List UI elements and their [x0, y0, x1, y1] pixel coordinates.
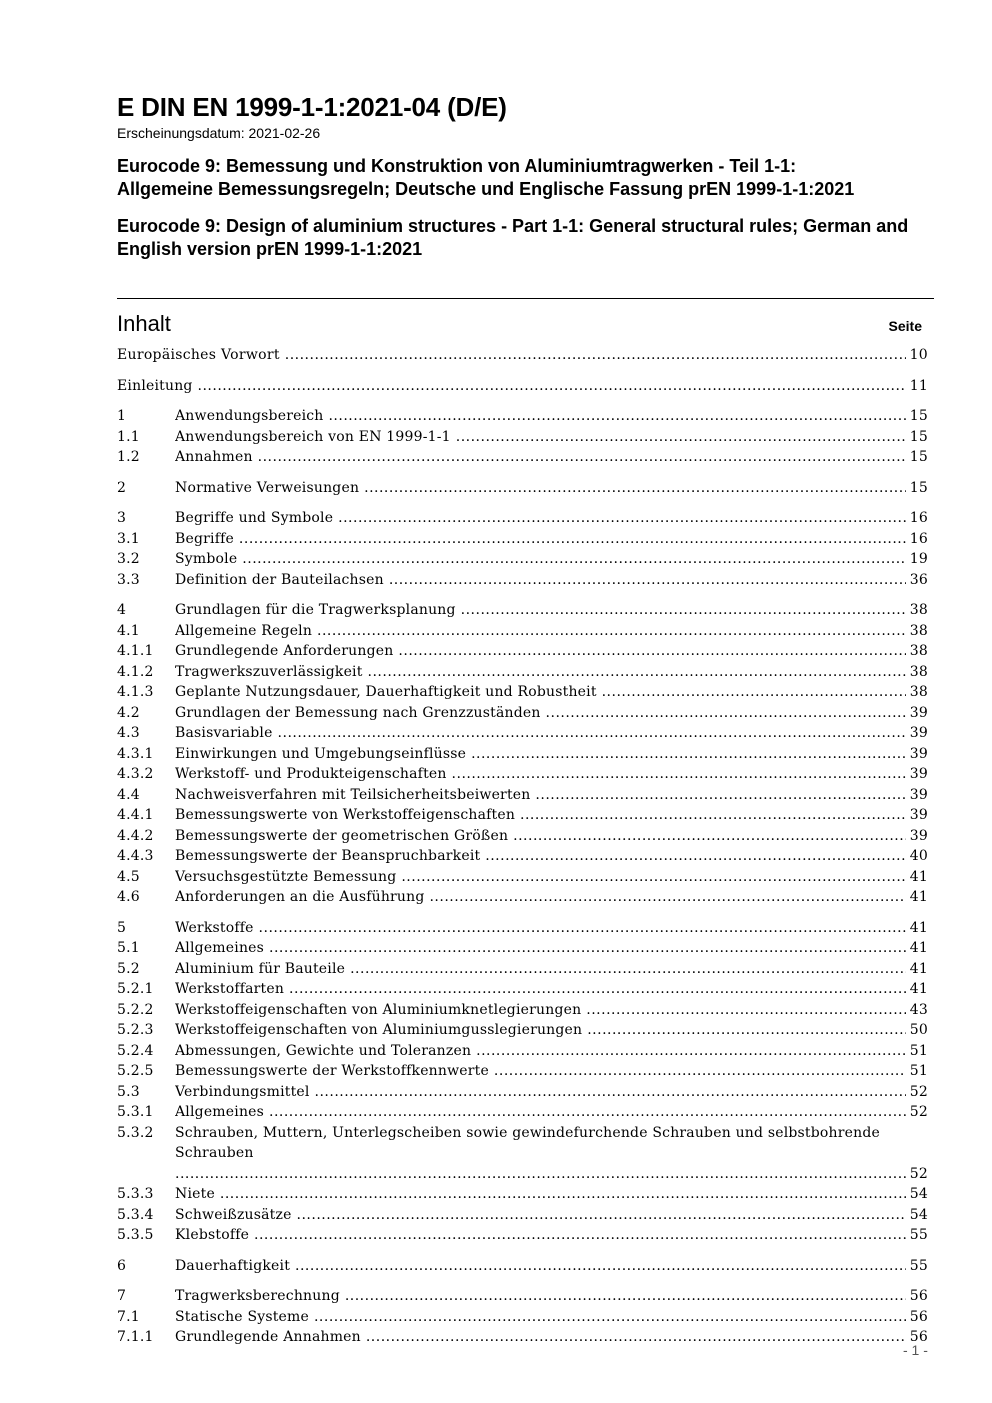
toc-group: [117, 918, 928, 1246]
toc-entry-number: 4: [117, 602, 127, 618]
toc-entry-number: 4.3.1: [117, 745, 154, 762]
toc-entry-title: Werkstoffe .....: [175, 920, 906, 936]
toc-entry-page: 39: [908, 805, 928, 826]
toc-entry-page: 52: [908, 1102, 928, 1123]
toc-entry-page: 39: [908, 826, 928, 847]
toc-entry[interactable]: [117, 1307, 928, 1328]
toc-entry-page: 39: [908, 744, 928, 765]
toc-entry-page: 15: [908, 447, 928, 468]
toc-entry-title: Grundlegende Anforderungen .....: [175, 643, 906, 659]
toc-entry[interactable]: [117, 682, 928, 703]
toc-entry[interactable]: [117, 1041, 928, 1062]
toc-entry-page: 38: [908, 641, 928, 662]
toc-entry-number: 4.4.3: [117, 848, 154, 864]
toc-entry-title: Statische Systeme .....: [175, 1309, 906, 1325]
toc-entry-page: 39: [908, 703, 928, 724]
toc-entry-number: 7.1.1: [117, 1329, 154, 1345]
toc-entry[interactable]: [117, 805, 928, 826]
toc-entry-title: Symbole .....: [175, 551, 906, 567]
toc-group: [117, 376, 928, 397]
toc-entry[interactable]: [117, 1102, 928, 1123]
toc-entry-page: 39: [908, 723, 928, 744]
toc-entry-title: Nachweisverfahren mit Teilsicherheitsbeiwerten .....: [175, 787, 906, 803]
toc-entry-title: Einwirkungen und Umgebungseinflüsse .....: [175, 746, 906, 762]
toc-entry[interactable]: [117, 376, 928, 397]
toc-entry[interactable]: [117, 846, 928, 867]
toc-entry[interactable]: [117, 478, 928, 499]
toc-entry[interactable]: [117, 662, 928, 683]
toc-entry-title: Allgemeines .....: [175, 1104, 906, 1120]
toc-entry-title: Bemessungswerte von Werkstoffeigenschaften .....: [175, 807, 906, 823]
toc-entry-number: 4.1.3: [117, 684, 154, 700]
toc-entry-title: Grundlagen für die Tragwerksplanung .....: [175, 602, 906, 618]
toc-entry-title: Werkstoffarten .....: [175, 981, 906, 997]
toc-entry-title: Definition der Bauteilachsen .....: [175, 572, 906, 588]
toc-entry-page: 38: [908, 600, 928, 621]
toc-entry-number: 6: [117, 1257, 127, 1274]
toc-entry-title: Werkstoffeigenschaften von Aluminiumknetlegierungen .....: [175, 1002, 906, 1018]
toc-entry[interactable]: [117, 1256, 928, 1277]
toc-entry[interactable]: [117, 427, 928, 448]
toc-entry[interactable]: [117, 867, 928, 888]
toc-entry-title: Dauerhaftigkeit .....: [175, 1258, 906, 1274]
toc-entry[interactable]: [117, 938, 928, 959]
toc-entry[interactable]: [117, 447, 928, 468]
toc-entry[interactable]: [117, 1286, 928, 1307]
toc-entry-title: Versuchsgestützte Bemessung .....: [175, 869, 906, 885]
toc-entry[interactable]: [117, 600, 928, 621]
toc-entry[interactable]: [117, 641, 928, 662]
toc-entry-page: 36: [908, 570, 928, 591]
toc-entry-page: 56: [908, 1286, 928, 1307]
toc-group: [117, 345, 928, 366]
toc-group: [117, 1256, 928, 1277]
toc-entry-number: 4.5: [117, 868, 140, 885]
publication-date: Erscheinungsdatum: 2021-02-26: [117, 125, 321, 141]
toc-entry-number: 4.4.1: [117, 807, 154, 823]
toc-entry-title: Tragwerksberechnung .....: [175, 1288, 906, 1304]
title-german: Eurocode 9: Bemessung und Konstruktion von Aluminiumtragwerken - Teil 1-1: Allgemeine Bemessungsregeln; Deutsche und Englische Fassung prEN 1999-1-1:2021: [117, 156, 855, 199]
toc-entry-number: 3.1: [117, 530, 140, 547]
toc-entry-title: Begriffe und Symbole .....: [175, 510, 906, 526]
toc-entry-number: 5.3.1: [117, 1104, 154, 1120]
toc-entry-title: Niete .....: [175, 1186, 906, 1202]
table-of-contents: [117, 345, 928, 1358]
toc-entry[interactable]: [117, 1123, 928, 1185]
toc-entry[interactable]: [117, 1184, 928, 1205]
toc-entry-title: Normative Verweisungen .....: [175, 480, 906, 496]
toc-entry-number: 5.2.3: [117, 1022, 154, 1038]
toc-entry-number: 5.2.1: [117, 981, 154, 997]
toc-entry-title: Anforderungen an die Ausführung .....: [175, 889, 906, 905]
toc-entry-page: 15: [908, 406, 928, 427]
toc-entry-number: 5.3.5: [117, 1227, 154, 1243]
toc-entry[interactable]: [117, 1327, 928, 1348]
toc-entry[interactable]: [117, 1000, 928, 1021]
toc-entry-number: 4.4.2: [117, 827, 154, 844]
toc-entry-title: Basisvariable .....: [175, 725, 906, 741]
toc-entry-page: 19: [908, 549, 928, 570]
toc-entry-number: 5.2.2: [117, 1001, 154, 1018]
toc-entry[interactable]: [117, 764, 928, 785]
toc-group: [117, 406, 928, 468]
toc-entry-number: 7: [117, 1288, 127, 1304]
toc-entry-number: 2: [117, 479, 127, 496]
toc-entry-title: Werkstoffeigenschaften von Aluminiumgusslegierungen .....: [175, 1022, 906, 1038]
toc-entry-number: 1.2: [117, 449, 140, 465]
toc-entry-number: 4.2: [117, 704, 140, 721]
toc-entry-page: 56: [908, 1307, 928, 1328]
toc-entry-number: 5.3.3: [117, 1186, 154, 1202]
toc-entry[interactable]: [117, 508, 928, 529]
toc-entry[interactable]: [117, 744, 928, 765]
toc-entry-number: 4.4: [117, 786, 140, 803]
toc-entry-title: Anwendungsbereich .....: [175, 408, 906, 424]
toc-entry-number: 3: [117, 510, 127, 526]
toc-entry-title: Verbindungsmittel .....: [175, 1084, 906, 1100]
toc-header: [117, 310, 927, 340]
toc-entry-title: Geplante Nutzungsdauer, Dauerhaftigkeit und Robustheit .....: [175, 684, 906, 700]
toc-entry-title: Annahmen .....: [175, 449, 906, 465]
toc-entry-page: 43: [908, 1000, 928, 1021]
toc-entry-number: 4.1: [117, 622, 140, 639]
toc-entry[interactable]: [117, 918, 928, 939]
toc-entry-title: Schweißzusätze .....: [175, 1207, 906, 1223]
toc-entry-page: 39: [908, 785, 928, 806]
toc-entry[interactable]: [117, 703, 928, 724]
toc-entry-title: Einleitung .....: [117, 378, 906, 394]
toc-entry-number: 5.1: [117, 940, 140, 956]
toc-group: [117, 600, 928, 908]
toc-entry-title: Europäisches Vorwort .....: [117, 347, 906, 363]
toc-entry-title: Bemessungswerte der geometrischen Größen .....: [175, 828, 906, 844]
toc-entry-number: 5.2: [117, 960, 140, 977]
toc-entry[interactable]: [117, 406, 928, 427]
toc-entry-number: 1.1: [117, 428, 140, 445]
toc-entry-number: 3.2: [117, 551, 140, 567]
toc-entry[interactable]: [117, 723, 928, 744]
toc-entry[interactable]: [117, 1061, 928, 1082]
toc-entry-page: 38: [908, 662, 928, 683]
toc-entry-title: Grundlegende Annahmen .....: [175, 1329, 906, 1345]
toc-entry-title: Grundlagen der Bemessung nach Grenzzuständen .....: [175, 705, 906, 721]
toc-entry-page: 41: [908, 959, 928, 980]
toc-entry-page: 55: [908, 1256, 928, 1277]
toc-entry-page: 16: [908, 529, 928, 550]
toc-entry-number: 5.3.2: [117, 1124, 154, 1141]
toc-group: [117, 508, 928, 590]
toc-entry-title: Bemessungswerte der Werkstoffkennwerte .....: [175, 1063, 906, 1079]
toc-entry-number: 4.3.2: [117, 766, 154, 782]
toc-entry-page: 56: [908, 1327, 928, 1348]
toc-entry-number: 5.3: [117, 1083, 140, 1100]
toc-entry[interactable]: [117, 785, 928, 806]
toc-heading: Inhalt: [117, 311, 171, 336]
toc-entry-number: 4.6: [117, 889, 140, 905]
toc-entry-page: 11: [908, 376, 928, 397]
toc-entry[interactable]: [117, 1205, 928, 1226]
toc-entry-number: 5.2.5: [117, 1063, 154, 1079]
toc-entry-title: Begriffe .....: [175, 531, 906, 547]
toc-entry-number: 5.2.4: [117, 1042, 154, 1059]
toc-entry-page: 41: [908, 979, 928, 1000]
toc-entry[interactable]: [117, 345, 928, 366]
toc-entry-number: 3.3: [117, 571, 140, 588]
toc-entry-page: 15: [908, 427, 928, 448]
toc-entry-number: 4.1.1: [117, 643, 154, 659]
toc-entry-page: 40: [908, 846, 928, 867]
toc-group: [117, 1286, 928, 1348]
toc-entry-page: 41: [908, 867, 928, 888]
toc-entry[interactable]: [117, 621, 928, 642]
toc-entry-number: 4.1.2: [117, 663, 154, 680]
toc-entry-page: 10: [908, 345, 928, 366]
toc-entry-page: 55: [908, 1225, 928, 1246]
toc-entry-page: 15: [908, 478, 928, 499]
toc-entry-title: Tragwerkszuverlässigkeit .....: [175, 664, 906, 680]
document-id: E DIN EN 1999-1-1:2021-04 (D/E): [117, 92, 507, 122]
toc-entry[interactable]: [117, 826, 928, 847]
toc-entry-number: 5.3.4: [117, 1206, 154, 1223]
toc-entry-title: Allgemeines .....: [175, 940, 906, 956]
toc-entry-page: 52: [908, 1082, 928, 1103]
toc-group: [117, 478, 928, 499]
document-header: [117, 92, 937, 261]
toc-entry-page: 16: [908, 508, 928, 529]
toc-entry[interactable]: [117, 979, 928, 1000]
toc-entry[interactable]: [117, 549, 928, 570]
toc-entry[interactable]: [117, 1020, 928, 1041]
toc-entry[interactable]: [117, 1225, 928, 1246]
title-english: Eurocode 9: Design of aluminium structures - Part 1-1: General structural rules; German and English version prEN 1999-1-1:2021: [117, 216, 909, 259]
toc-entry-page: 51: [908, 1061, 928, 1082]
toc-entry-title: Anwendungsbereich von EN 1999-1-1 .....: [175, 429, 906, 445]
toc-entry-page: 54: [908, 1205, 928, 1226]
toc-entry-title: Klebstoffe .....: [175, 1227, 906, 1243]
toc-entry-page: 50: [908, 1020, 928, 1041]
toc-entry-title: Schrauben, Muttern, Unterlegscheiben sowie gewindefurchende Schrauben und selbstbohrende Schrauben .....: [175, 1125, 906, 1182]
toc-entry-page: 39: [908, 764, 928, 785]
page-number: - 1 -: [903, 1342, 928, 1358]
toc-entry-title: Abmessungen, Gewichte und Toleranzen .....: [175, 1043, 906, 1059]
toc-entry[interactable]: [117, 529, 928, 550]
toc-entry-number: 4.3: [117, 725, 140, 741]
toc-entry-number: 5: [117, 919, 127, 936]
toc-entry-page: 41: [908, 887, 928, 908]
toc-entry-page: 51: [908, 1041, 928, 1062]
toc-page-label: Seite: [888, 318, 922, 334]
toc-entry-number: 7.1: [117, 1308, 140, 1325]
header-divider: [117, 298, 934, 299]
toc-entry[interactable]: [117, 887, 928, 908]
toc-entry-page: 41: [908, 918, 928, 939]
toc-entry-page: 41: [908, 938, 928, 959]
toc-entry-page: 38: [908, 682, 928, 703]
toc-entry-title: Allgemeine Regeln .....: [175, 623, 906, 639]
toc-entry-page: 38: [908, 621, 928, 642]
toc-entry[interactable]: [117, 570, 928, 591]
toc-entry[interactable]: [117, 1082, 928, 1103]
toc-entry-page: 54: [908, 1184, 928, 1205]
toc-entry-title: Werkstoff- und Produkteigenschaften .....: [175, 766, 906, 782]
toc-entry-page: 52: [908, 1164, 928, 1185]
toc-entry-number: 1: [117, 408, 127, 424]
toc-entry[interactable]: [117, 959, 928, 980]
toc-entry-title: Bemessungswerte der Beanspruchbarkeit .....: [175, 848, 906, 864]
toc-entry-title: Aluminium für Bauteile .....: [175, 961, 906, 977]
